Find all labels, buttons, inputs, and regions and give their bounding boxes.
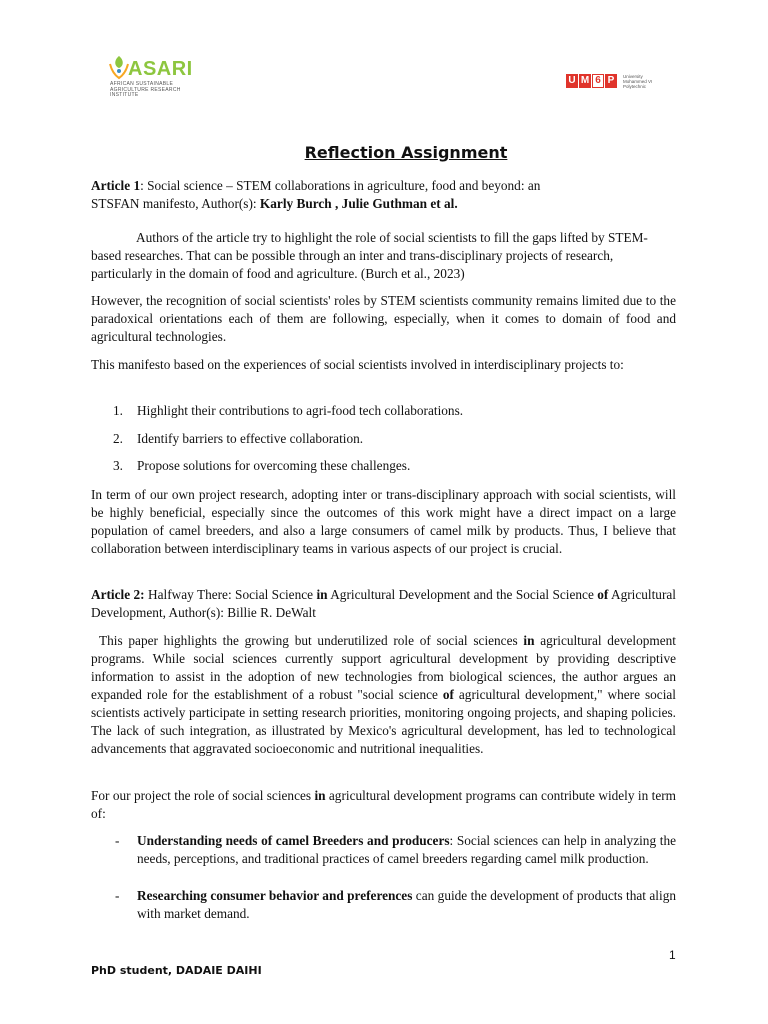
paragraph-2: However, the recognition of social scientists' roles by STEM scientists community remains limited due to the paradoxical orientations each of them are following, especially, when it comes to domain of food and agricultural technologies. — [91, 293, 676, 344]
paragraph-6: For our project the role of social sciences in agricultural development programs can contribute widely in term of: — [91, 788, 676, 821]
um6p-logo — [566, 73, 652, 89]
article1-heading: Article 1: Social science – STEM collaborations in agriculture, food and beyond: an STSFAN manifesto, Author(s): Karly Burch , Julie Guthman et al. — [91, 178, 541, 211]
paragraph-4: In term of our own project research, adopting inter or trans-disciplinary approach with social scientists, will be highly beneficial, especially since the outcomes of this work might have a direct impact on a large population of camel breeders, and also a large consumers of camel milk by products. Thus, I believe that collaboration between interdisciplinary teams in various aspects of our project is crucial. — [91, 487, 676, 556]
um6p-wordmark: U M 6 P — [566, 74, 618, 88]
um6p-subtitle: University Mohammed VI Polytechnic — [623, 73, 653, 89]
asari-subtitle: AFRICAN SUSTAINABLE AGRICULTURE RESEARCH INSTITUTE — [110, 81, 181, 98]
asari-wordmark: ASARI — [128, 58, 193, 80]
paragraph-1: Authors of the article try to highlight the role of social scientists to fill the gaps lifted by STEM-based researches. That can be possible through an inter and trans-disciplinary projects of research, particularly in the domain of food and agriculture. (Burch et al., 2023) — [91, 230, 648, 281]
paragraph-3: This manifesto based on the experiences of social scientists involved in interdisciplinary projects to: — [91, 357, 624, 372]
page-number: 1 — [669, 948, 676, 962]
page-title: Reflection Assignment — [304, 143, 508, 162]
article2-heading: Article 2: Halfway There: Social Science in Agricultural Development and the Social Science of Agricultural Development, Author(s): Billie R. DeWalt — [91, 587, 676, 620]
document-page: ASARI AFRICAN SUSTAINABLE AGRICULTURE RESEARCH INSTITUTE U M 6 P University Mohammed VI Polytechnic Reflection Assignment Article 1: Social science – STEM collaborations in agriculture, food and beyond: an STSFAN manifesto, Author(s): Karly Burch , Julie Guthman et al. Authors of the article try to highlight the role of social scientists to fill the gaps lifted by STEM-based researches. That can be possible through an inter and trans-disciplinary projects of research, particularly in the domain of food and agriculture. (Burch et al., 2023) However, the recognition of social scientists' roles by STEM scientists community remains limited due to the paradoxical orientations each of them are following, especially, when it comes to domain of food and agricultural technologies. This manifesto based on the experiences of social scientists involved in interdisciplinary projects to: 1. Highlight their contributions to agri-food tech collaborations. 2. Identify barriers to effective collaboration. 3. Propose solutions for overcoming these challenges. In term of our own project research, adopting inter or trans-disciplinary approach with social scientists, will be highly beneficial, especially since the outcomes of this work might have a direct impact on a large population of camel breeders, and also a large consumers of camel milk by products. Thus, I believe that collaboration between interdisciplinary teams in various aspects of our project is crucial. Article 2: Halfway There: Social Science in Agricultural Development and the Social Science of Agricultural Development, Author(s): Billie R. DeWalt This paper highlights the growing but underutilized role of social sciences in agricultural development programs. While social sciences currently support agricultural development by providing descriptive information to assist in the adoption of new technologies from biological sciences, the author argues an expanded role for the establishment of a robust "social science of agricultural development," where social scientists actively participate in setting research priorities, monitoring ongoing projects, and shaping policies. The lack of such integration, as illustrated by Mexico's agricultural development, has led to technological advancements that aggravated socioeconomic and nutritional inequalities. For our project the role of social sciences in agricultural development programs can contribute widely in term of: - Understanding needs of camel Breeders and producers: Social sciences can help in analyzing the needs, perceptions, and traditional practices of camel breeders regarding camel milk production. - Researching consumer behavior and preferences can guide the development of products that align with market demand. 1 PhD student, DADAIE DAIHI — [0, 0, 768, 1024]
paragraph-5: This paper highlights the growing but underutilized role of social sciences in agricultural development programs. While social sciences currently support agricultural development by providing descriptive information to assist in the adoption of new technologies from biological sciences, the author argues an expanded role for the establishment of a robust "social science of agricultural development," where social scientists actively participate in setting research priorities, monitoring ongoing projects, and shaping policies. The lack of such integration, as illustrated by Mexico's agricultural development, has led to technological advancements that aggravated socioeconomic and nutritional inequalities. — [91, 633, 676, 756]
footer-author: PhD student, DADAIE DAIHI — [91, 964, 262, 977]
asari-logo — [106, 52, 193, 102]
